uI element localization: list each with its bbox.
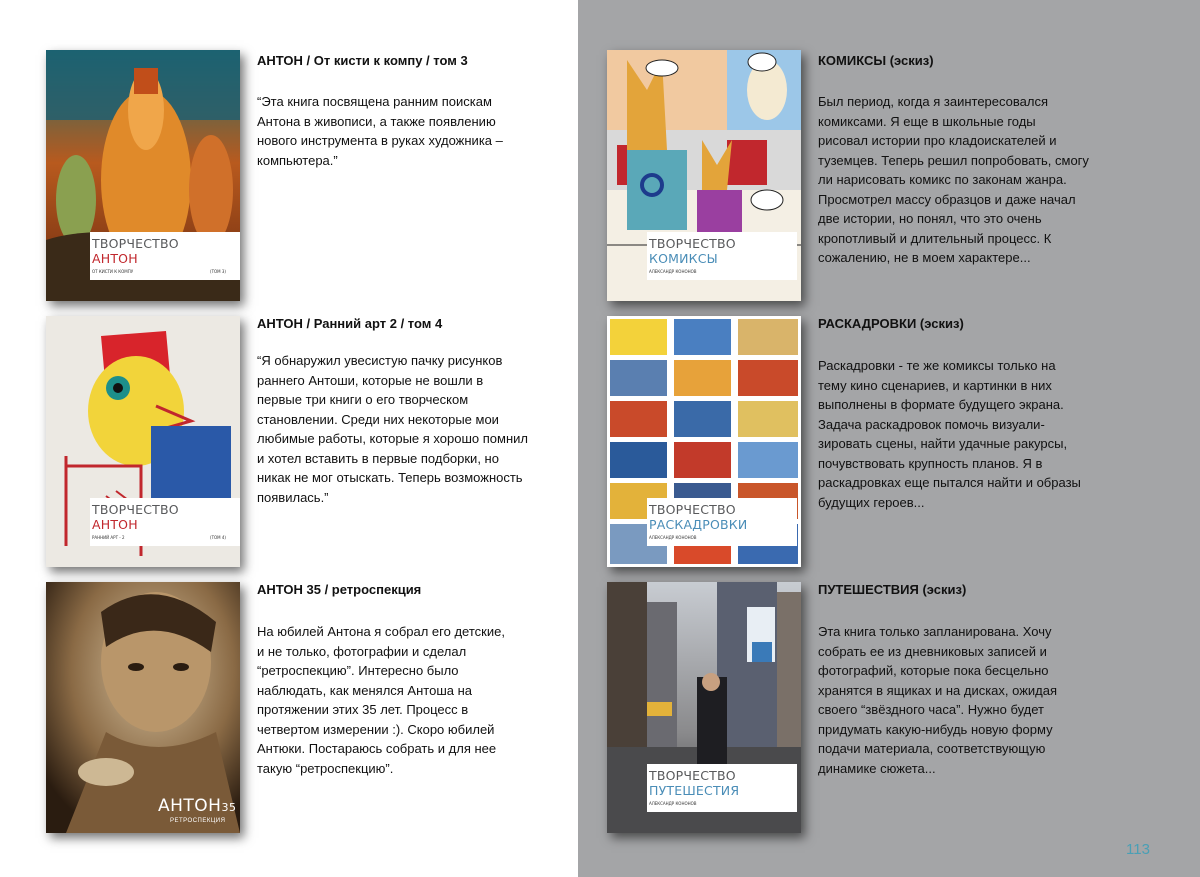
book-title: АНТОН / Ранний арт 2 / том 4 xyxy=(257,316,443,331)
cover-subtitle: РЕТРОСПЕКЦИЯ xyxy=(170,818,226,824)
cover-book-title: АНТОН xyxy=(92,251,138,266)
page-number: 113 xyxy=(1126,841,1150,858)
cover-author: АЛЕКСАНДР КОНОНОВ xyxy=(649,801,697,806)
book-description: На юбилей Антона я собрал его детские, и не только, фотографии и сделал “ретроспекцию”. Интересно было наблюдать, как менялся Антоша на протяжении этих 35 лет. Процесс в четвертом измерении :). Скоро юбилей Антюки. Постараюсь собрать и для нее такую “ретроспекцию”. xyxy=(257,624,505,776)
book-cover-anton-vol3 xyxy=(46,50,240,301)
book-cover-storyboards xyxy=(607,316,801,567)
cover-author: АЛЕКСАНДР КОНОНОВ xyxy=(649,269,697,274)
book-title: АНТОН / От кисти к компу / том 3 xyxy=(257,53,468,68)
book-cover-comics xyxy=(607,50,801,301)
cover-series-title: ТВОРЧЕСТВО xyxy=(92,502,179,517)
cover-anton35-title: АНТОН35 xyxy=(158,796,237,816)
cover-subtitle: ОТ КИСТИ К КОМПУ xyxy=(92,269,134,274)
cover-label xyxy=(647,498,797,546)
cover-label xyxy=(647,764,797,812)
book-title: РАСКАДРОВКИ (эскиз) xyxy=(818,316,964,331)
cover-label xyxy=(90,498,240,546)
cover-series-title: ТВОРЧЕСТВО xyxy=(92,236,179,251)
book-cover-anton35 xyxy=(46,582,240,833)
book-title: КОМИКСЫ (эскиз) xyxy=(818,53,934,68)
cover-series-title: ТВОРЧЕСТВО xyxy=(649,502,736,517)
book-cover-anton-vol4 xyxy=(46,316,240,567)
book-description: “Я обнаружил увесистую пачку рисунков раннего Антоши, которые не вошли в первые три книги о его творческом становлении. Среди них некоторые мои любимые работы, которые я хорошо помнил и хотел вставить в первые подборки, но никак не мог отыскать. Теперь возможность появилась.” xyxy=(257,353,528,505)
book-description: Эта книга только запланирована. Хочу собрать ее из дневниковых записей и фотографий, которые пока бесцельно хранятся в ящиках и на дисках, ожидая своего “звёздного часа”. Нужно будет придумать какую-нибудь новую форму подачи материала, соответствующую динамике сюжета... xyxy=(818,624,1058,776)
cover-volume: (ТОМ 3) xyxy=(210,269,226,274)
book-description: Был период, когда я заинтересовался комиксами. Я еще в школьные годы рисовал истории про кладоискателей и туземцев. Теперь решил попробовать, смогу ли нарисовать комикс по законам жанра. Просмотрел массу образцов и даже начал две истории, но понял, что это очень кропотливый и длительный процесс. К сожалению, не в моем характере... xyxy=(818,94,1089,265)
cover-label xyxy=(90,232,240,280)
book-title: АНТОН 35 / ретроспекция xyxy=(257,582,422,597)
cover-volume: (ТОМ 4) xyxy=(210,535,226,540)
cover-subtitle: РАННИЙ АРТ - 2 xyxy=(92,535,125,540)
cover-book-title: ПУТЕШЕСТИЯ xyxy=(649,783,740,798)
cover-book-title: АНТОН xyxy=(92,517,138,532)
cover-book-title: РАСКАДРОВКИ xyxy=(649,517,748,532)
book-title: ПУТЕШЕСТВИЯ (эскиз) xyxy=(818,582,967,597)
cover-series-title: ТВОРЧЕСТВО xyxy=(649,236,736,251)
cover-author: АЛЕКСАНДР КОНОНОВ xyxy=(649,535,697,540)
book-cover-travel xyxy=(607,582,801,833)
cover-label xyxy=(647,232,797,280)
cover-series-title: ТВОРЧЕСТВО xyxy=(649,768,736,783)
book-description: Раскадровки - те же комиксы только на тему кино сценариев, и картинки в них выполнены в формате будущего экрана. Задача раскадровок помочь визуали- зировать сцены, найти удачные ракурсы, почувствовать крупность планов. Я в раскадровках еще пытался найти и образы будущих героев... xyxy=(818,358,1081,510)
book-description: “Эта книга посвящена ранним поискам Антона в живописи, а также появлению нового инструмента в руках художника – компьютера.” xyxy=(257,94,503,168)
cover-book-title: КОМИКСЫ xyxy=(649,251,718,266)
